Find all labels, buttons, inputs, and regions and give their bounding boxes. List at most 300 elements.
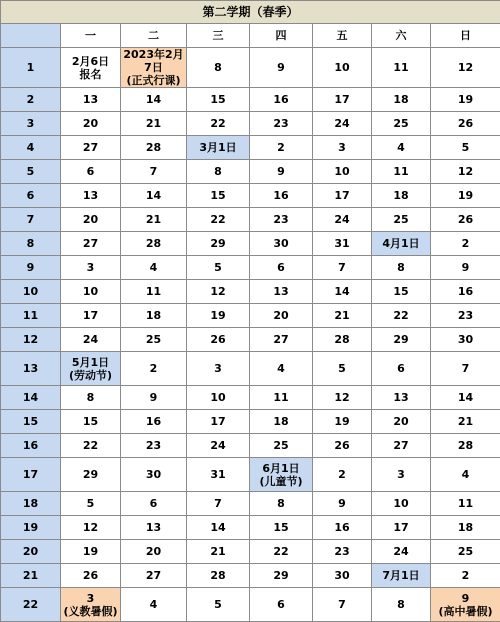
date-label: 23 [121,439,186,452]
date-cell [121,280,187,304]
date-label: 7 [313,261,371,274]
date-label: 15 [187,189,249,202]
date-cell [313,304,372,328]
week-number-cell: 21 [1,564,61,588]
date-label: 4 [372,141,430,154]
date-label: 2023年2月7日 [121,48,186,74]
date-cell [372,208,431,232]
week-number-cell: 14 [1,386,61,410]
date-cell [187,328,250,352]
date-cell [121,410,187,434]
date-cell [121,184,187,208]
date-cell [431,208,500,232]
date-cell [121,458,187,492]
date-cell [372,516,431,540]
date-label: 23 [431,309,500,322]
week-number-cell: 15 [1,410,61,434]
week-row [1,208,500,232]
date-label: 17 [61,309,120,322]
date-cell [431,564,500,588]
date-label: 10 [313,61,371,74]
date-cell [61,434,121,458]
date-label: 17 [372,521,430,534]
date-label: 13 [61,93,120,106]
date-label: 2月6日 [61,55,120,68]
date-label: 16 [250,93,312,106]
week-row [1,48,500,88]
date-cell [372,410,431,434]
date-cell [250,588,313,622]
date-cell [372,588,431,622]
date-cell [187,232,250,256]
date-label: 24 [187,439,249,452]
date-cell [250,410,313,434]
date-label: 5月1日 [61,356,120,369]
date-label: 21 [187,545,249,558]
date-label: 25 [372,213,430,226]
date-cell [313,136,372,160]
week-number-cell: 11 [1,304,61,328]
event-note: (高中暑假) [431,605,500,618]
date-cell [431,304,500,328]
date-cell [250,208,313,232]
week-number-cell: 22 [1,588,61,622]
weekday-header-wed: 三 [187,24,250,48]
date-label: 29 [187,237,249,250]
date-label: 20 [61,117,120,130]
date-cell [372,458,431,492]
date-cell [121,208,187,232]
highlighted-date-cell [187,136,250,160]
date-cell [431,458,500,492]
week-number-cell: 19 [1,516,61,540]
date-cell [187,304,250,328]
highlighted-date-cell [61,352,121,386]
date-label: 3 [372,468,430,481]
date-label: 22 [187,213,249,226]
date-cell [121,328,187,352]
date-label: 9 [250,165,312,178]
date-label: 28 [431,439,500,452]
date-label: 23 [250,117,312,130]
date-cell [313,434,372,458]
highlighted-date-cell [372,232,431,256]
week-row [1,540,500,564]
event-note: (正式行课) [121,74,186,87]
date-cell [61,564,121,588]
highlighted-date-cell [250,458,313,492]
date-label: 29 [372,333,430,346]
date-label: 6 [250,598,312,611]
date-cell [121,492,187,516]
highlighted-date-cell [61,588,121,622]
date-label: 3 [61,261,120,274]
date-cell [250,564,313,588]
date-label: 2 [313,468,371,481]
date-label: 11 [372,165,430,178]
date-cell [313,88,372,112]
date-label: 22 [372,309,430,322]
date-label: 2 [250,141,312,154]
date-label: 5 [61,497,120,510]
week-number-cell: 1 [1,48,61,88]
date-label: 4 [121,261,186,274]
date-label: 15 [187,93,249,106]
date-label: 28 [313,333,371,346]
date-cell [313,328,372,352]
date-cell [121,564,187,588]
week-number-cell: 10 [1,280,61,304]
date-label: 8 [250,497,312,510]
date-label: 18 [372,189,430,202]
highlighted-date-cell [121,48,187,88]
date-label: 8 [61,391,120,404]
date-label: 18 [372,93,430,106]
date-cell [121,232,187,256]
date-label: 13 [121,521,186,534]
date-label: 24 [61,333,120,346]
date-label: 10 [61,285,120,298]
date-label: 16 [121,415,186,428]
date-label: 19 [61,545,120,558]
date-label: 3 [313,141,371,154]
date-cell [313,256,372,280]
date-label: 20 [61,213,120,226]
date-cell [187,410,250,434]
date-label: 3 [61,592,120,605]
weekday-header-tue: 二 [121,24,187,48]
date-label: 7 [431,362,500,375]
date-label: 20 [250,309,312,322]
date-label: 15 [250,521,312,534]
date-cell [250,88,313,112]
week-row [1,256,500,280]
date-label: 9 [431,261,500,274]
date-label: 19 [431,93,500,106]
date-cell [187,434,250,458]
date-cell [250,304,313,328]
date-cell [187,48,250,88]
date-cell [372,434,431,458]
date-label: 6 [61,165,120,178]
date-cell [431,184,500,208]
date-cell [61,328,121,352]
date-label: 2 [431,569,500,582]
date-cell [431,492,500,516]
date-label: 25 [431,545,500,558]
date-label: 14 [187,521,249,534]
date-cell [61,160,121,184]
date-cell [187,280,250,304]
date-label: 13 [61,189,120,202]
weekday-header-thu: 四 [250,24,313,48]
week-number-cell: 13 [1,352,61,386]
date-label: 20 [372,415,430,428]
date-cell [313,232,372,256]
week-row [1,588,500,622]
date-cell [372,48,431,88]
date-label: 14 [431,391,500,404]
date-cell [61,48,121,88]
date-cell [187,516,250,540]
date-label: 5 [187,598,249,611]
date-label: 18 [431,521,500,534]
date-label: 24 [313,117,371,130]
date-cell [250,492,313,516]
highlighted-date-cell [372,564,431,588]
date-cell [61,410,121,434]
date-cell [250,280,313,304]
date-label: 27 [372,439,430,452]
date-cell [313,352,372,386]
date-cell [187,184,250,208]
date-cell [431,136,500,160]
date-label: 11 [372,61,430,74]
date-label: 8 [187,61,249,74]
date-label: 15 [372,285,430,298]
date-label: 11 [431,497,500,510]
date-cell [187,386,250,410]
date-label: 22 [187,117,249,130]
date-label: 21 [431,415,500,428]
date-cell [372,540,431,564]
date-label: 26 [187,333,249,346]
date-label: 10 [313,165,371,178]
week-number-cell: 12 [1,328,61,352]
date-cell [121,304,187,328]
date-cell [313,208,372,232]
date-cell [187,160,250,184]
date-label: 4 [431,468,500,481]
date-cell [250,232,313,256]
date-label: 29 [61,468,120,481]
date-label: 27 [121,569,186,582]
date-label: 12 [431,61,500,74]
date-cell [61,184,121,208]
date-cell [187,588,250,622]
date-cell [121,588,187,622]
date-label: 9 [121,391,186,404]
week-row [1,160,500,184]
date-label: 12 [61,521,120,534]
date-label: 7 [187,497,249,510]
date-cell [250,434,313,458]
date-cell [121,434,187,458]
date-cell [61,516,121,540]
date-label: 21 [121,213,186,226]
date-cell [121,88,187,112]
date-label: 8 [372,598,430,611]
week-number-cell: 9 [1,256,61,280]
date-cell [431,256,500,280]
date-label: 31 [313,237,371,250]
week-row [1,352,500,386]
date-label: 6 [250,261,312,274]
date-label: 14 [313,285,371,298]
week-row [1,410,500,434]
date-cell [431,160,500,184]
date-cell [313,184,372,208]
date-label: 14 [121,93,186,106]
date-cell [61,88,121,112]
week-number-cell: 2 [1,88,61,112]
date-label: 4 [121,598,186,611]
date-cell [121,386,187,410]
date-cell [431,112,500,136]
week-row [1,328,500,352]
date-label: 6 [372,362,430,375]
week-row [1,492,500,516]
date-cell [121,136,187,160]
week-number-cell: 18 [1,492,61,516]
date-label: 13 [372,391,430,404]
date-label: 16 [313,521,371,534]
event-note: (劳动节) [61,369,120,382]
date-label: 5 [187,261,249,274]
date-cell [61,386,121,410]
date-label: 5 [431,141,500,154]
date-cell [372,280,431,304]
event-note: (儿童节) [250,475,312,488]
date-cell [187,352,250,386]
date-cell [250,386,313,410]
date-label: 27 [250,333,312,346]
date-label: 26 [61,569,120,582]
date-label: 17 [187,415,249,428]
date-label: 4 [250,362,312,375]
date-label: 27 [61,141,120,154]
date-cell [61,136,121,160]
date-cell [187,112,250,136]
date-cell [250,48,313,88]
date-label: 22 [250,545,312,558]
date-label: 26 [313,439,371,452]
date-cell [187,458,250,492]
date-cell [250,136,313,160]
date-label: 25 [250,439,312,452]
date-cell [431,328,500,352]
date-cell [61,232,121,256]
week-row [1,564,500,588]
date-label: 24 [313,213,371,226]
date-cell [313,160,372,184]
date-label: 16 [431,285,500,298]
highlighted-date-cell [431,588,500,622]
week-row [1,112,500,136]
date-cell [187,492,250,516]
date-cell [313,516,372,540]
date-label: 19 [187,309,249,322]
date-label: 11 [250,391,312,404]
date-cell [431,352,500,386]
week-row [1,88,500,112]
date-label: 2 [431,237,500,250]
date-label: 23 [313,545,371,558]
event-note: (义教暑假) [61,605,120,618]
date-label: 19 [313,415,371,428]
week-number-cell: 17 [1,458,61,492]
date-cell [372,492,431,516]
date-label: 6 [121,497,186,510]
week-row [1,434,500,458]
week-number-cell: 5 [1,160,61,184]
date-label: 2 [121,362,186,375]
date-cell [250,352,313,386]
date-cell [372,352,431,386]
date-cell [431,516,500,540]
date-cell [313,280,372,304]
date-label: 8 [372,261,430,274]
date-label: 25 [372,117,430,130]
date-label: 10 [372,497,430,510]
date-cell [372,386,431,410]
date-label: 16 [250,189,312,202]
date-label: 15 [61,415,120,428]
date-cell [187,88,250,112]
date-cell [187,564,250,588]
week-row [1,458,500,492]
weekday-header-row [1,24,500,48]
date-label: 9 [250,61,312,74]
date-label: 12 [313,391,371,404]
date-label: 26 [431,213,500,226]
date-cell [61,208,121,232]
date-label: 3 [187,362,249,375]
date-cell [121,256,187,280]
date-cell [61,492,121,516]
week-number-cell: 16 [1,434,61,458]
week-row [1,136,500,160]
weekday-header-mon: 一 [61,24,121,48]
date-label: 3月1日 [187,141,249,154]
header-corner-cell [1,24,61,48]
date-cell [250,328,313,352]
date-label: 30 [121,468,186,481]
date-label: 18 [250,415,312,428]
week-row [1,184,500,208]
date-label: 27 [61,237,120,250]
date-cell [372,304,431,328]
date-cell [250,160,313,184]
date-cell [121,352,187,386]
date-label: 26 [431,117,500,130]
date-cell [61,458,121,492]
date-label: 17 [313,189,371,202]
date-cell [187,540,250,564]
date-label: 21 [121,117,186,130]
date-label: 7月1日 [372,569,430,582]
date-label: 30 [313,569,371,582]
date-label: 25 [121,333,186,346]
date-label: 7 [313,598,371,611]
date-label: 14 [121,189,186,202]
date-label: 24 [372,545,430,558]
date-cell [313,386,372,410]
week-row [1,386,500,410]
date-cell [61,112,121,136]
week-row [1,280,500,304]
date-cell [431,386,500,410]
date-label: 28 [121,237,186,250]
date-label: 10 [187,391,249,404]
week-row [1,232,500,256]
weekday-header-fri: 五 [313,24,372,48]
date-label: 5 [313,362,371,375]
date-label: 12 [187,285,249,298]
date-cell [431,434,500,458]
week-number-cell: 7 [1,208,61,232]
date-cell [313,410,372,434]
